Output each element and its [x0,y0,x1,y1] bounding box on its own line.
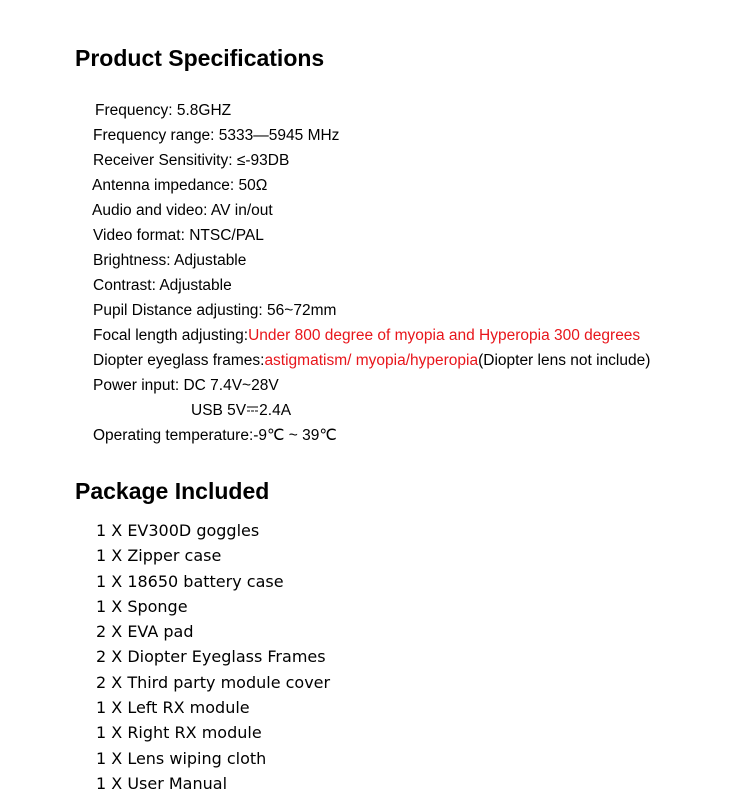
usb-power-prefix: USB 5V [191,402,247,419]
diopter-frames-label: Diopter eyeglass frames: [93,352,265,369]
package-item: 2 X Third party module cover [96,672,331,692]
package-included-heading: Package Included [75,478,270,504]
diopter-frames-value: astigmatism/ myopia/hyperopia [264,352,479,369]
package-item: 1 X Zipper case [96,546,222,566]
focal-length-value: Under 800 degree of myopia and Hyperopia 300 degrees [248,327,641,344]
spec-operating-temperature: Operating temperature:-9℃ ~ 39℃ [93,427,337,444]
spec-antenna-impedance: Antenna impedance: 50Ω [92,177,268,194]
spec-frequency: Frequency: 5.8GHZ [95,102,232,119]
package-item: 2 X Diopter Eyeglass Frames [96,647,326,667]
package-item: 1 X User Manual [96,773,228,793]
spec-contrast: Contrast: Adjustable [93,277,232,294]
spec-frequency-range: Frequency range: 5333—5945 MHz [93,127,340,144]
spec-focal-length [93,323,650,348]
package-list [96,518,330,796]
spec-pupil-distance: Pupil Distance adjusting: 56~72mm [93,302,337,319]
spec-receiver-sensitivity: Receiver Sensitivity: ≤-93DB [93,152,290,169]
package-item: 1 X Lens wiping cloth [96,748,267,768]
focal-length-label: Focal length adjusting: [93,327,249,344]
spec-brightness: Brightness: Adjustable [93,252,247,269]
usb-power-suffix: 2.4A [259,402,292,419]
spec-power-input: Power input: DC 7.4V~28V [93,377,279,394]
package-item: 1 X Left RX module [96,698,250,718]
package-item: 1 X EV300D goggles [96,521,260,540]
spec-audio-video: Audio and video: AV in/out [92,202,273,219]
spec-usb-power [191,398,650,423]
dc-symbol-icon [247,406,258,412]
product-specifications-heading: Product Specifications [75,45,325,71]
package-item: 1 X 18650 battery case [96,571,284,591]
package-item: 1 X Sponge [96,596,188,616]
package-item: 2 X EVA pad [96,622,194,642]
spec-video-format: Video format: NTSC/PAL [93,227,264,244]
diopter-frames-note: (Diopter lens not include) [478,352,651,369]
specifications-list [93,98,650,448]
spec-diopter-frames [93,348,650,373]
package-item: 1 X Right RX module [96,723,262,743]
